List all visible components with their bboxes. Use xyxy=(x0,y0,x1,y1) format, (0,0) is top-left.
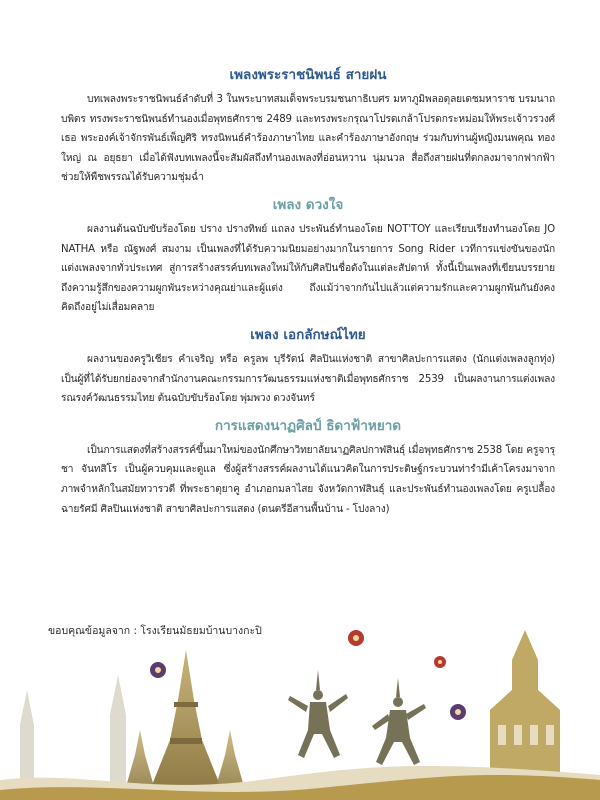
section-title: เพลง เอกลักษณ์ไทย xyxy=(250,326,366,343)
section-title: เพลง ดวงใจ xyxy=(272,196,344,213)
purple-flower-icon xyxy=(150,662,166,678)
section-saifon xyxy=(61,66,555,188)
left-towers-silhouette xyxy=(20,675,126,785)
section-body: ผลงานต้นฉบับขับร้องโดย ปราง ปรางทิพย์ แถลง ประพันธ์ทำนองโดย NOT'TOY และเรียบเรียงทำนองโดย JO NATHA หรือ ณัฐพงศ์ สมงาม เป็นเพลงที่ได้รับความนิยมอย่างมากในรายการ Song Rider เวทีการแข่งขันของนักแต่งเพลงจากทั่วประเทศ สู่การสร้างสรรค์บทเพลงใหม่ให้กับศิลปินชื่อดังในแต่ละสัปดาห์ ทั้งนี้เป็นเพลงที่เขียนบรรยายถึงความรู้สึกของความผูกพันระหว่างคุณย่าและผู้แต่ง ถึงแม้ว่าจากกันไปแล้วแต่ความรักและความผูกพันกันยังคงคิดถึงอยู่ไม่เสื่อมคลาย xyxy=(61,223,555,314)
section-ekkalak-thai xyxy=(61,326,555,409)
red-flower-icon xyxy=(434,656,446,668)
article-content xyxy=(61,66,555,527)
red-flower-icon xyxy=(348,630,364,646)
section-title: เพลงพระราชนิพนธ์ สายฝน xyxy=(229,67,387,83)
khon-dancers-silhouette xyxy=(288,670,426,765)
section-body: ผลงานของครูวิเชียร คำเจริญ หรือ ครูลพ บุรีรัตน์ ศิลปินแห่งชาติ สาขาศิลปะการแสดง (นักแต่งเพลงลูกทุ่ง) เป็นผู้ที่ได้รับยกย่องจากสำนักงานคณะกรรมการวัฒนธรรมแห่งชาติเมื่อพุทธศักราช 2539 เป็นผลงานการแต่งเพลงรณรงค์วัฒนธรรมไทย ต้นฉบับขับร้องโดย พุ่มพวง ดวงจันทร์ xyxy=(61,353,555,405)
credit-note: ขอบคุณข้อมูลจาก : โรงเรียนมัธยมบ้านบางกะปิ xyxy=(48,625,262,637)
section-thida-fah-yad xyxy=(61,417,555,519)
section-duangjai xyxy=(61,196,555,318)
section-title: การแสดงนาฏศิลป์ ธิดาฟ้าหยาด xyxy=(214,417,402,434)
thai-landmarks-illustration xyxy=(0,630,600,800)
section-body: เป็นการแสดงที่สร้างสรรค์ขึ้นมาใหม่ของนักศึกษาวิทยาลัยนาฏศิลปกาฬสินธุ์ เมื่อพุทธศักราช 2538 โดย ครูจารุชา จันทสิโร เป็นผู้ควบคุมและดูแล ซึ่งผู้สร้างสรรค์ผลงานได้แนวคิดในการประดิษฐ์กระบวนท่ารำมีเค้าโครงมาจากภาพจำหลักในสมัยทวารวดี ที่พระธาตุยาคู อำเภอกมลาไสย จังหวัดกาฬสินธุ์ และประพันธ์ทำนองเพลงโดย ครูเปลื้อง ฉายรัศมี ศิลปินแห่งชาติ สาขาศิลปะการแสดง (ดนตรีอีสานพื้นบ้าน - โปงลาง) xyxy=(61,444,555,515)
section-body: บทเพลงพระราชนิพนธ์ลำดับที่ 3 ในพระบาทสมเด็จพระบรมชนกาธิเบศร มหาภูมิพลอดุลยเดชมหาราช บรมนาถบพิตร ทรงพระราชนิพนธ์ทำนองเมื่อพุทธศักราช 2489 และทรงพระกรุณาโปรดเกล้าโปรดกระหม่อมให้พระเจ้าวรวงศ์เธอ พระองค์เจ้าจักรพันธ์เพ็ญศิริ ทรงนิพนธ์คำร้องภาษาไทย และคำร้องภาษาอังกฤษ ร่วมกับท่านผู้หญิงมนพคุณ ทองใหญ่ ณ อยุธยา เมื่อได้ฟังบทเพลงนี้จะสัมผัสถึงทำนองเพลงที่อ่อนหวาน นุ่มนวล สื่อถึงสายฝนที่ตกลงมาจากฟากฟ้าช่วยให้พืชพรรณได้รับความชุ่มฉ่ำ xyxy=(61,94,555,184)
golden-mount-temple xyxy=(490,630,560,790)
wat-arun-pagoda xyxy=(125,650,245,790)
purple-flower-icon xyxy=(450,704,466,720)
